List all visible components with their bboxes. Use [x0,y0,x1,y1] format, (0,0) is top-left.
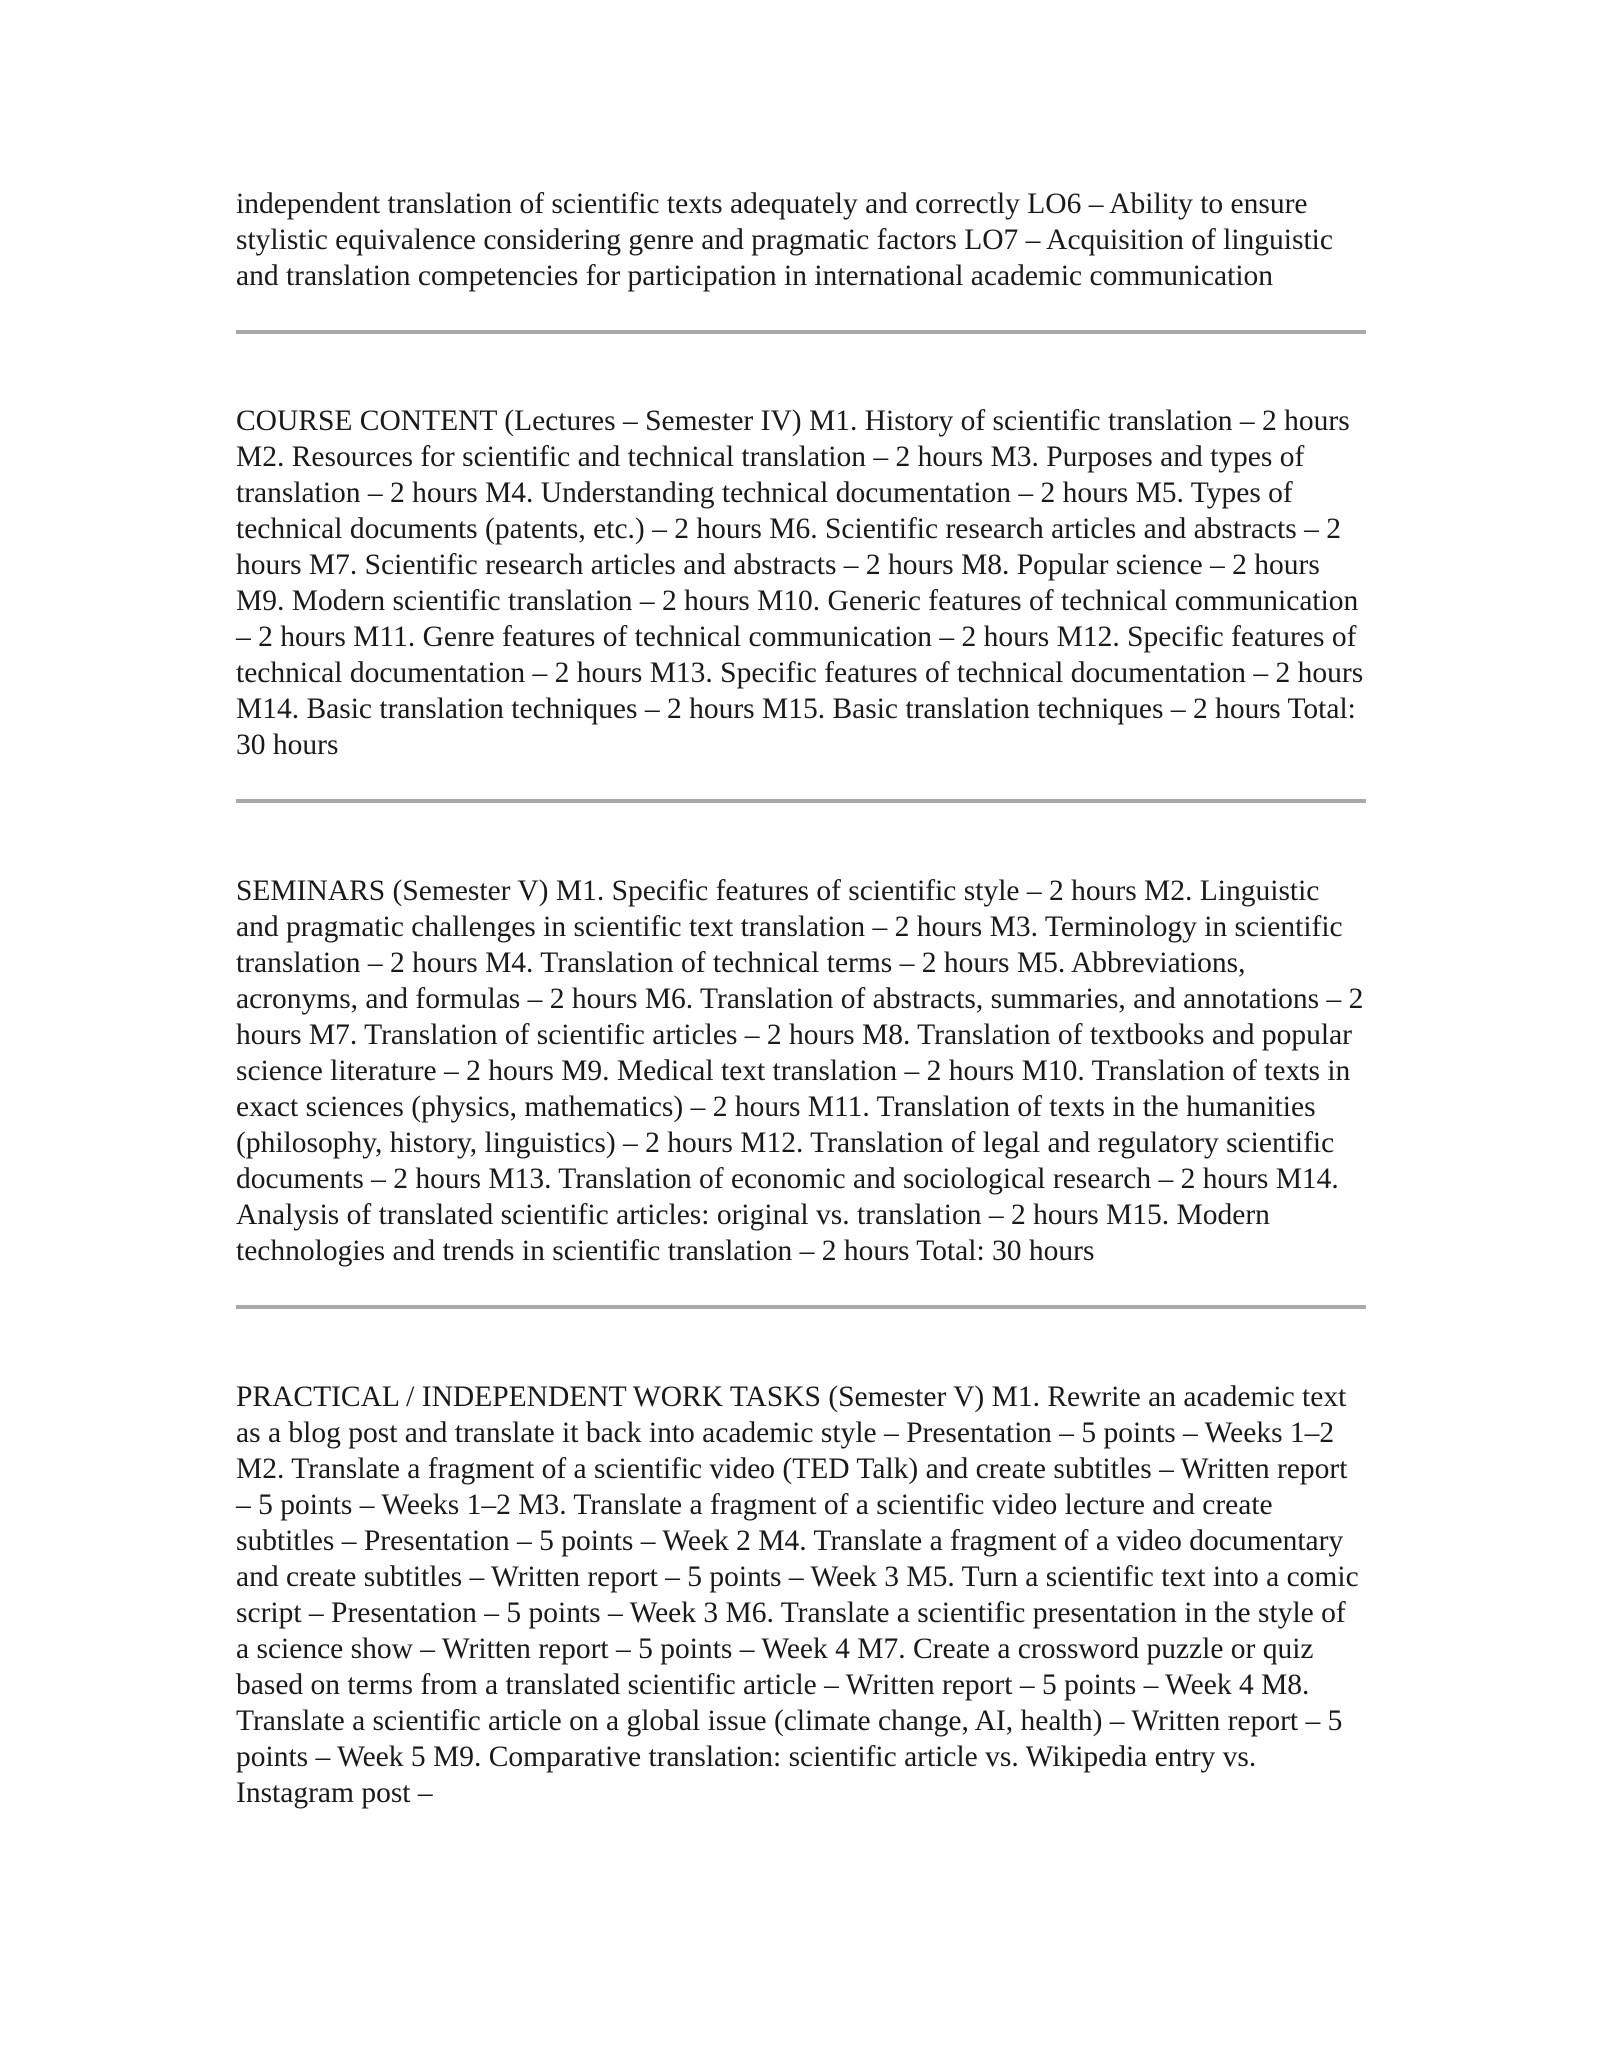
learning-outcomes-paragraph: independent translation of scientific texts adequately and correctly LO6 – Ability to ensure stylistic equivalence considering genre and pragmatic factors LO7 – Acquisition of linguistic and translation competencies for participation in international academic communication [236,188,1333,292]
practical-tasks-paragraph: PRACTICAL / INDEPENDENT WORK TASKS (Semester V) M1. Rewrite an academic text as a blog post and translate it back into academic style – Presentation – 5 points – Weeks 1–2 M2. Translate a fragment of a scientific video (TED Talk) and create subtitles – Written report – 5 points – Weeks 1–2 M3. Translate a fragment of a scientific video lecture and create subtitles – Presentation – 5 points – Week 2 M4. Translate a fragment of a video documentary and create subtitles – Written report – 5 points – Week 3 M5. Turn a scientific text into a comic script – Presentation – 5 points – Week 3 M6. Translate a scientific presentation in the style of a science show – Written report – 5 points – Week 4 M7. Create a crossword puzzle or quiz based on terms from a translated scientific article – Written report – 5 points – Week 4 M8. Translate a scientific article on a global issue (climate change, AI, health) – Written report – 5 points – Week 5 M9. Comparative translation: scientific article vs. Wikipedia entry vs. Instagram post – [236,1381,1359,1809]
section-divider [236,330,1366,334]
section-divider [236,1305,1366,1309]
document-page [236,186,1366,1811]
course-content-paragraph: COURSE CONTENT (Lectures – Semester IV) M1. History of scientific translation – 2 hours M2. Resources for scientific and technical translation – 2 hours M3. Purposes and types of translation – 2 hours M4. Understanding technical documentation – 2 hours M5. Types of technical documents (patents, etc.) – 2 hours M6. Scientific research articles and abstracts – 2 hours M7. Scientific research articles and abstracts – 2 hours M8. Popular science – 2 hours M9. Modern scientific translation – 2 hours M10. Generic features of technical communication – 2 hours M11. Genre features of technical communication – 2 hours M12. Specific features of technical documentation – 2 hours M13. Specific features of technical documentation – 2 hours M14. Basic translation techniques – 2 hours M15. Basic translation techniques – 2 hours Total: 30 hours [236,405,1364,761]
section-divider [236,799,1366,803]
seminars-paragraph: SEMINARS (Semester V) M1. Specific features of scientific style – 2 hours M2. Linguistic and pragmatic challenges in scientific text translation – 2 hours M3. Terminology in scientific translation – 2 hours M4. Translation of technical terms – 2 hours M5. Abbreviations, acronyms, and formulas – 2 hours M6. Translation of abstracts, summaries, and annotations – 2 hours M7. Translation of scientific articles – 2 hours M8. Translation of textbooks and popular science literature – 2 hours M9. Medical text translation – 2 hours M10. Translation of texts in exact sciences (physics, mathematics) – 2 hours M11. Translation of texts in the humanities (philosophy, history, linguistics) – 2 hours M12. Translation of legal and regulatory scientific documents – 2 hours M13. Translation of economic and sociological research – 2 hours M14. Analysis of translated scientific articles: original vs. translation – 2 hours M15. Modern technologies and trends in scientific translation – 2 hours Total: 30 hours [236,875,1364,1267]
